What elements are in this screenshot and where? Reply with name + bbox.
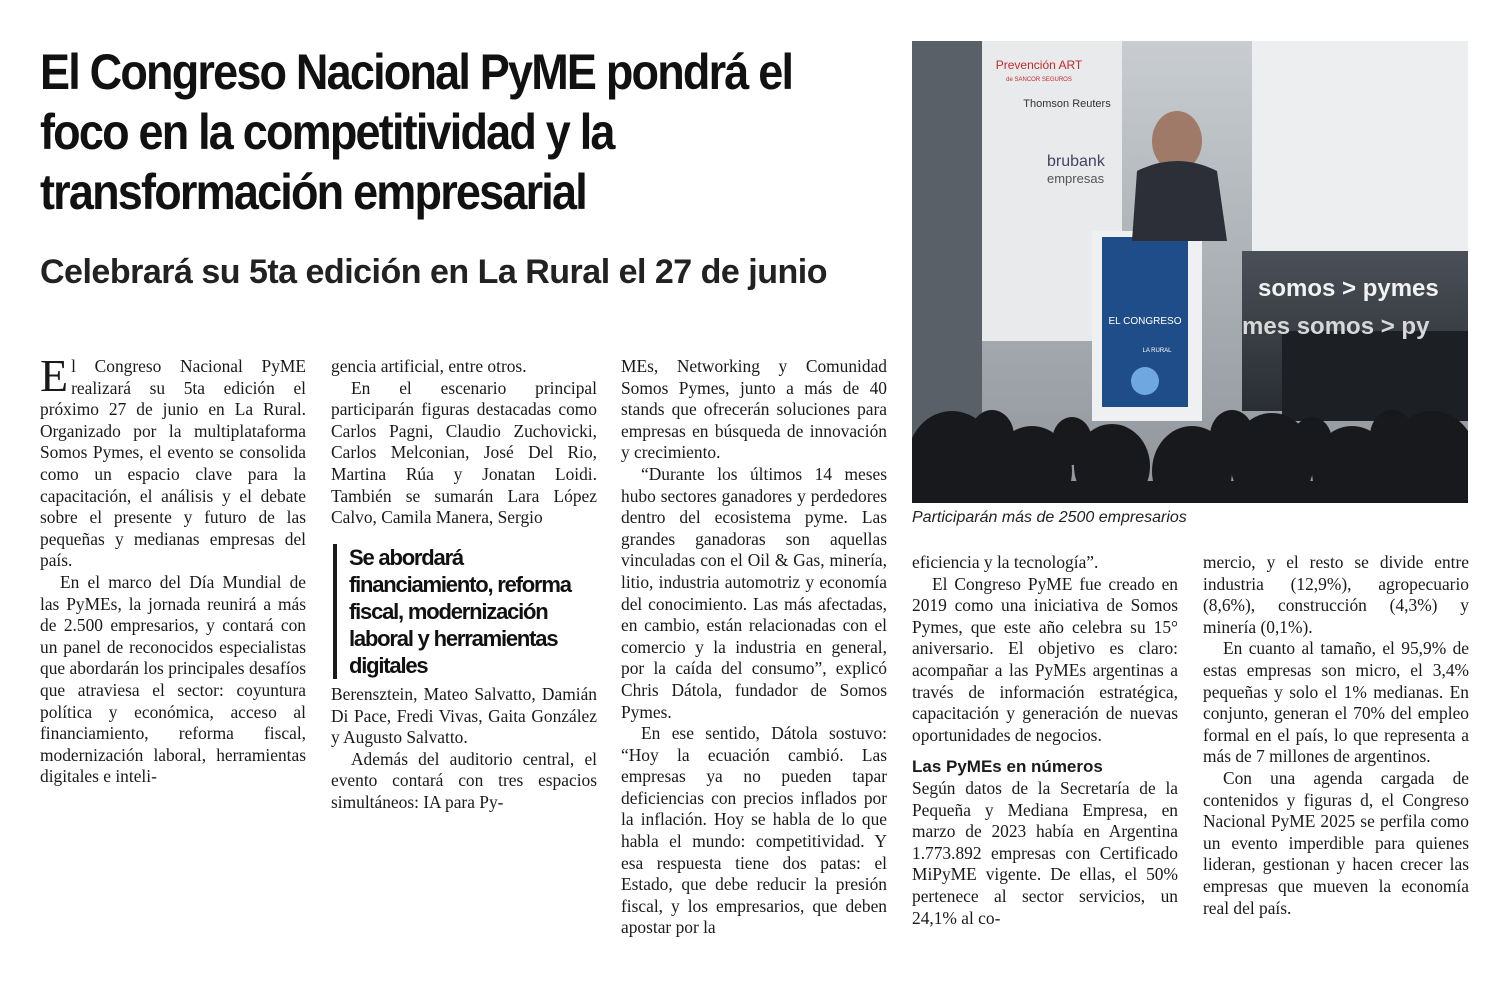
paragraph: Con una agenda cargada de contenidos y figuras d, el Congreso Nacional PyME 2025 se perfila como un evento imperdible para quienes lideran, gestionan y hacen crecer las empresas que mueven la economía real del país.	[1203, 767, 1469, 918]
event-photo	[912, 41, 1468, 503]
sponsor-logo-text: Prevención ART	[995, 58, 1083, 72]
sponsor-logo-subtext: de SANCOR SEGUROS	[1006, 77, 1072, 83]
sponsor-logo-text: brubank	[1047, 153, 1105, 170]
headline: El Congreso Nacional PyME pondrá el foco en la competitividad y la transformación empresarial	[40, 44, 793, 220]
paragraph: gencia artificial, entre otros.	[331, 356, 527, 376]
paragraph: “Durante los últimos 14 meses hubo sectores ganadores y perdedores dentro del ecosistema pyme. Las grandes ganadoras son aquellas vinculadas con el Oil & Gas, minería, litio, industria automotriz y economía del conocimiento. Las más afectadas, en cambio, están relacionadas con el comercio y la industria en general, por la caída del consumo”, explicó Chris Dátola, fundador de Somos Pymes.	[621, 463, 887, 722]
screen-text: mes somos > py	[1242, 313, 1430, 340]
sponsor-logo-text: Thomson Reuters	[1023, 98, 1111, 110]
section-subhead: Las PyMEs en números	[912, 757, 1103, 777]
paragraph: En el marco del Día Mundial de las PyMEs, la jornada reunirá a más de 2.500 empresarios, y contará con un panel de reconocidos especialistas que abordarán los principales desafíos que atraviesa el sector: coyuntura política y económica, acceso al financiamiento, reforma fiscal, modernización laboral, herramientas digitales e inteli-	[40, 571, 306, 787]
paragraph: En ese sentido, Dátola sostuvo: “Hoy la ecuación cambió. Las empresas ya no pueden tapar deficiencias con precios inflados por la inflación. Hoy se habla de lo que habla el mundo: competitividad. Y esa respuesta tiene dos patas: el Estado, que debe reducir la presión fiscal, y los empresarios, que deben apostar por la	[621, 723, 887, 938]
podium-text: EL CONGRESO	[1108, 316, 1182, 327]
article-column-3	[621, 356, 887, 939]
paragraph: En cuanto al tamaño, el 95,9% de estas empresas son micro, el 3,4% pequeñas y solo el 1% medianas. En conjunto, generan el 70% del empleo formal en el país, lo que representa a más de 7 millones de argentinos.	[1203, 638, 1469, 767]
paragraph-text: l Congreso Nacional PyME realizará su 5ta edición el próximo 27 de junio en La Rural. Organizado por la multiplataforma Somos Pymes, el evento se consolida como un espacio clave para la capacitación, el análisis y el debate sobre el presente y futuro de las pequeñas y medianas empresas del país.	[40, 356, 306, 571]
article-column-1	[40, 350, 306, 788]
paragraph: Berensztein, Mateo Salvatto, Damián Di Pace, Fredi Vivas, Gaita González y Augusto Salvatto.	[331, 684, 597, 748]
pull-quote: Se abordará financiamiento, reforma fiscal, modernización laboral y herramientas digitales	[333, 544, 611, 679]
paragraph: El Congreso PyME fue creado en 2019 como una iniciativa de Somos Pymes, que este año celebra su 15° aniversario. El objetivo es claro: acompañar a las PyMEs argentinas a través de información estratégica, capacitación y generación de nuevas oportunidades de negocios.	[912, 573, 1178, 745]
paragraph: eficiencia y la tecnología”.	[912, 552, 1099, 572]
paragraph: En el escenario principal participarán figuras destacadas como Carlos Pagni, Claudio Zuchovicki, Carlos Melconian, José Del Rio, Martina Rúa y Jonatan Loidi. También se sumarán Lara López Calvo, Camila Manera, Sergio	[331, 377, 597, 528]
paragraph: Según datos de la Secretaría de la Pequeña y Mediana Empresa, en marzo de 2023 había en Argentina 1.773.892 empresas con Certificado MiPyME vigente. De ellas, el 50% pertenece al sector servicios, un 24,1% al co-	[912, 777, 1178, 928]
conference-stage-image	[912, 41, 1468, 503]
paragraph: mercio, y el resto se divide entre industria (12,9%), agropecuario (8,6%), construcción (4,3%) y minería (0,1%).	[1203, 552, 1469, 637]
article-column-2-lower	[331, 684, 597, 814]
drop-cap: E	[40, 350, 69, 401]
photo-caption: Participarán más de 2500 empresarios	[912, 509, 1187, 526]
article-column-4	[912, 552, 1178, 929]
paragraph: Además del auditorio central, el evento contará con tres espacios simultáneos: IA para Py-	[331, 748, 597, 812]
sponsor-logo-subtext: empresas	[1047, 171, 1105, 186]
paragraph: MEs, Networking y Comunidad Somos Pymes, junto a más de 40 stands que ofrecerán soluciones para empresas en búsqueda de innovación y crecimiento.	[621, 356, 887, 463]
subheadline: Celebrará su 5ta edición en La Rural el 27 de junio	[40, 253, 827, 291]
article-column-2	[331, 356, 597, 529]
podium-text: LA RURAL	[1142, 348, 1172, 354]
paragraph	[40, 350, 306, 572]
screen-text: somos > pymes	[1258, 275, 1439, 302]
article-column-5	[1203, 552, 1469, 919]
